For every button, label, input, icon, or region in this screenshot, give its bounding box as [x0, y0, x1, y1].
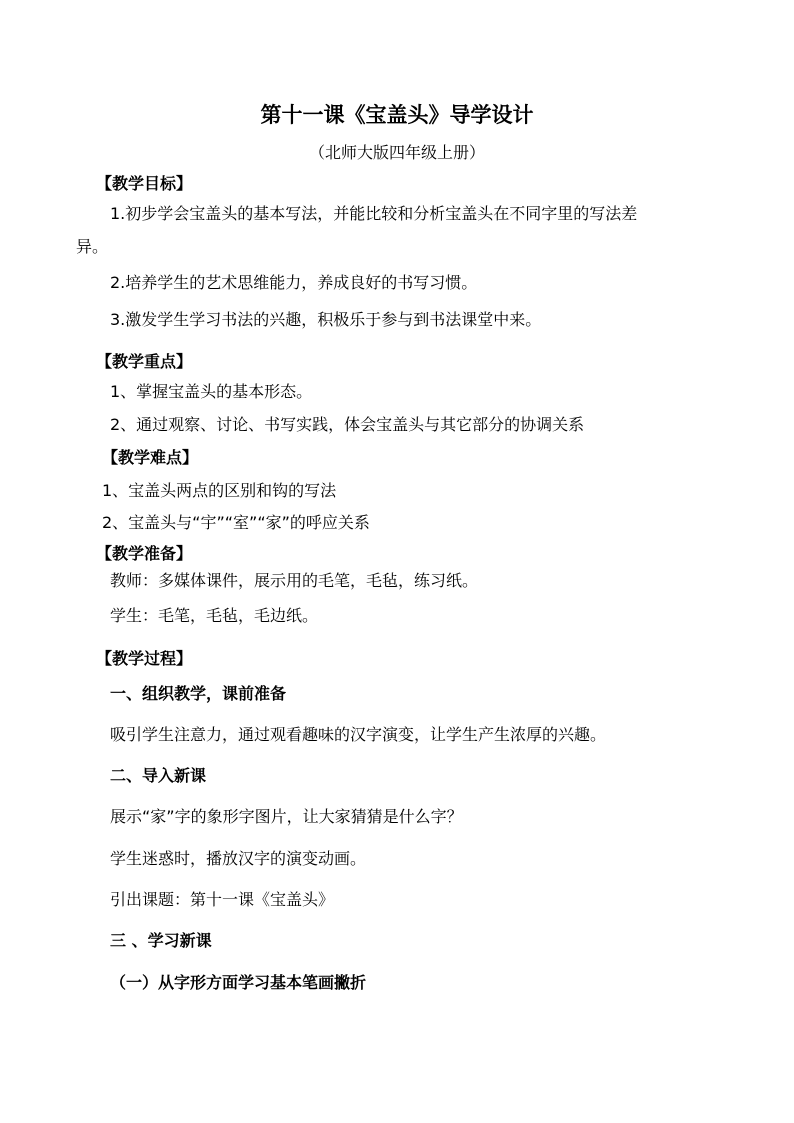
goals-item-3: 3.激发学生学习书法的兴趣，积极乐于参与到书法课堂中来。	[110, 310, 542, 329]
process-section-2-text-2: 学生迷惑时，播放汉字的演变动画。	[110, 849, 367, 868]
goals-item-1-line-2: 异。	[76, 237, 109, 256]
preparation-teacher: 教师：多媒体课件，展示用的毛笔，毛毡，练习纸。	[110, 571, 479, 590]
goals-item-1-line-1: 1.初步学会宝盖头的基本写法，并能比较和分析宝盖头在不同字里的写法差	[110, 204, 638, 223]
process-section-2-title: 二、导入新课	[110, 766, 207, 785]
key-points-item-1: 1、掌握宝盖头的基本形态。	[110, 382, 313, 401]
process-section-3-subtitle-1: （一）从字形方面学习基本笔画撇折	[110, 973, 367, 992]
page-title: 第十一课《宝盖头》导学设计	[260, 103, 534, 127]
process-section-2-text-3: 引出课题：第十一课《宝盖头》	[110, 890, 335, 909]
process-section-1-text: 吸引学生注意力，通过观看趣味的汉字演变，让学生产生浓厚的兴趣。	[110, 725, 607, 744]
preparation-student: 学生：毛笔，毛毡，毛边纸。	[110, 606, 319, 625]
key-points-heading: 【教学重点】	[96, 352, 193, 371]
goals-heading: 【教学目标】	[96, 174, 193, 193]
process-section-1-title: 一、组织教学，课前准备	[110, 684, 287, 703]
difficulties-heading: 【教学难点】	[102, 448, 199, 467]
goals-item-2: 2.培养学生的艺术思维能力，养成良好的书写习惯。	[110, 273, 478, 292]
preparation-heading: 【教学准备】	[96, 544, 193, 563]
process-section-2-text-1: 展示“家”字的象形字图片，让大家猜猜是什么字？	[110, 807, 463, 826]
process-heading: 【教学过程】	[96, 649, 193, 668]
difficulties-item-1: 1、宝盖头两点的区别和钩的写法	[102, 481, 337, 500]
difficulties-item-2: 2、宝盖头与“宇”“室”“家”的呼应关系	[102, 513, 370, 532]
key-points-item-2: 2、通过观察、讨论、书写实践，体会宝盖头与其它部分的协调关系	[110, 415, 585, 434]
process-section-3-title: 三 、学习新课	[110, 931, 212, 950]
page-subtitle: （北师大版四年级上册）	[308, 143, 485, 162]
